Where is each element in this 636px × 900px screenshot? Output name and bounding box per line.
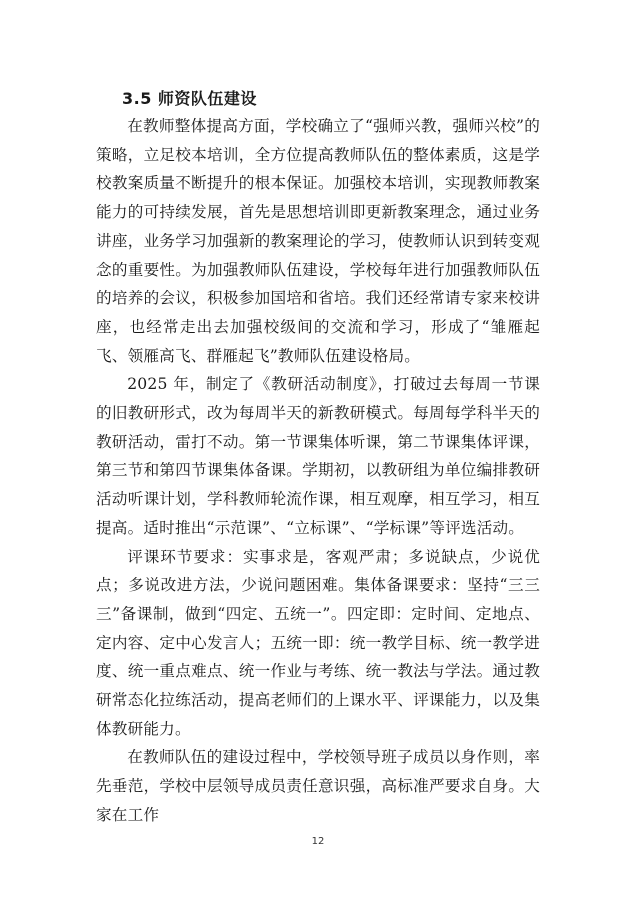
page-body <box>96 86 540 830</box>
paragraph-lesson-evaluation-requirements: 评课环节要求：实事求是，客观严肃；多说缺点，少说优点；多说改进方法，少说问题困难。集体备课要求：坚持“三三三”备课制，做到“四定、五统一”。四定即：定时间、定地点、定内容、定中心发言人；五统一即：统一教学目标、统一教学进度、统一重点难点、统一作业与考练、统一教法与学法。通过教研常态化拉练活动，提高老师们的上课水平、评课能力，以及集体教研能力。 <box>96 547 540 738</box>
paragraph-teacher-training: 在教师整体提高方面，学校确立了“强师兴教，强师兴校”的策略，立足校本培训，全方位提高教师队伍的整体素质，这是学校教案质量不断提升的根本保证。加强校本培训，实现教师教案能力的可持续发展，首先是思想培训即更新教案理念，通过业务讲座，业务学习加强新的教案理论的学习，使教师认识到转变观念的重要性。为加强教师队伍建设，学校每年进行加强教师队伍的培养的会议，积极参加国培和省培。我们还经常请专家来校讲座，也经常走出去加强校级间的交流和学习，形成了“雏雁起飞、领雁高飞、群雁起飞”教师队伍建设格局。 <box>96 117 540 365</box>
page-number: 12 <box>311 836 325 847</box>
paragraph-teaching-research-system: 2025 年，制定了《教研活动制度》，打破过去每周一节课的旧教研形式，改为每周半天的新教研模式。每周每学科半天的教研活动，雷打不动。第一节课集体听课，第二节课集体评课，第三节和第四节课集体备课。学期初，以教研组为单位编排教研活动听课计划，学科教师轮流作课，相互观摩，相互学习，相互提高。适时推出“示范课”、“立标课”、“学标课”等评选活动。 <box>96 375 540 537</box>
paragraph-leadership-example: 在教师队伍的建设过程中，学校领导班子成员以身作则，率先垂范，学校中层领导成员责任意识强，高标准严要求自身。大家在工作 <box>96 748 540 824</box>
section-heading: 3.5 师资队伍建设 <box>122 89 257 108</box>
